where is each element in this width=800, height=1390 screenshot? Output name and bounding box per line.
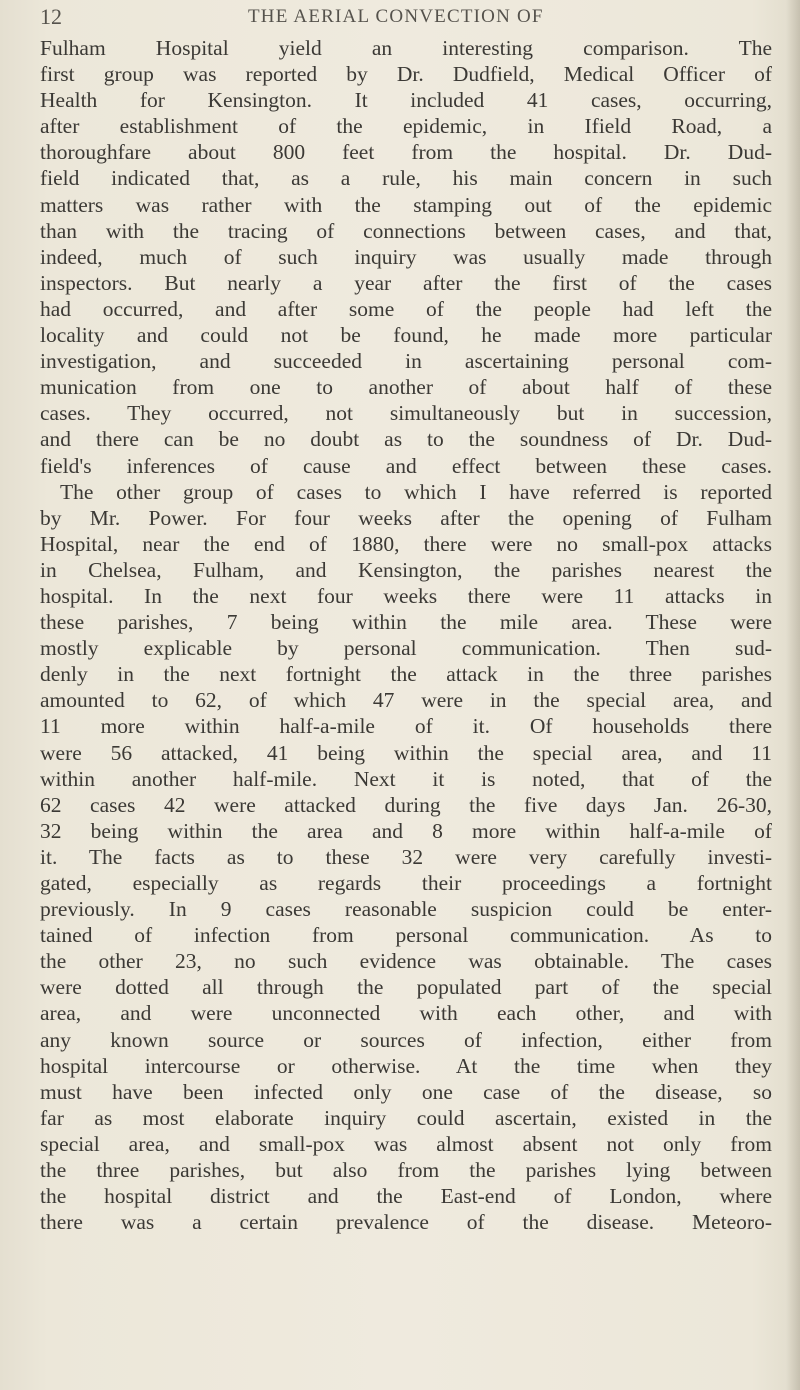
text-line: hospital. In the next four weeks there were 11 attacks in	[40, 583, 772, 608]
text-line: the three parishes, but also from the parishes lying between	[40, 1158, 772, 1183]
text-line: any known source or sources of infection, either from	[40, 1027, 772, 1052]
text-line: first group was reported by Dr. Dudfield, Medical Officer of	[40, 62, 772, 87]
text-line: field's inferences of cause and effect between these cases.	[40, 453, 772, 478]
body-text	[40, 35, 772, 1235]
text-line: locality and could not be found, he made more particular	[40, 323, 772, 348]
running-head	[40, 4, 780, 36]
text-line: were dotted all through the populated part of the special	[40, 975, 772, 1000]
text-line: investigation, and succeeded in ascertaining personal com-	[40, 349, 772, 374]
text-line: thoroughfare about 800 feet from the hospital. Dr. Dud-	[40, 140, 772, 165]
text-line: The other group of cases to which I have referred is reported	[60, 479, 772, 504]
text-line: within another half-mile. Next it is noted, that of the	[40, 766, 772, 791]
text-line: tained of infection from personal communication. As to	[40, 923, 772, 948]
text-line: denly in the next fortnight the attack in the three parishes	[40, 662, 772, 687]
running-title: THE AERIAL CONVECTION OF	[248, 6, 544, 27]
page-edge-shadow	[786, 0, 800, 1390]
text-line: gated, especially as regards their proceedings a fortnight	[40, 871, 772, 895]
text-line: than with the tracing of connections between cases, and that,	[40, 218, 772, 243]
text-line: by Mr. Power. For four weeks after the opening of Fulham	[40, 505, 772, 530]
text-line: these parishes, 7 being within the mile area. These were	[40, 610, 772, 635]
text-line: Hospital, near the end of 1880, there were no small-pox attacks	[40, 531, 772, 556]
text-line: munication from one to another of about half of these	[40, 375, 772, 400]
text-line: field indicated that, as a rule, his main concern in such	[40, 166, 772, 191]
text-line: Health for Kensington. It included 41 cases, occurring,	[40, 88, 772, 113]
text-line: far as most elaborate inquiry could ascertain, existed in the	[40, 1105, 772, 1130]
text-line: special area, and small-pox was almost absent not only from	[40, 1131, 772, 1156]
text-line: the hospital district and the East-end of London, where	[40, 1184, 772, 1209]
text-line: 62 cases 42 were attacked during the five days Jan. 26-30,	[40, 792, 772, 817]
text-line: previously. In 9 cases reasonable suspicion could be enter-	[40, 897, 772, 922]
text-line: amounted to 62, of which 47 were in the special area, and	[40, 688, 772, 713]
text-line: must have been infected only one case of the disease, so	[40, 1079, 772, 1104]
text-line: mostly explicable by personal communication. Then sud-	[40, 636, 772, 661]
text-line: had occurred, and after some of the people had left the	[40, 296, 772, 321]
text-line: hospital intercourse or otherwise. At the time when they	[40, 1053, 772, 1078]
text-line: in Chelsea, Fulham, and Kensington, the parishes nearest the	[40, 557, 772, 582]
text-line: indeed, much of such inquiry was usually made through	[40, 244, 772, 269]
text-line: 32 being within the area and 8 more within half-a-mile of	[40, 818, 772, 843]
text-line: the other 23, no such evidence was obtainable. The cases	[40, 949, 772, 974]
text-line: inspectors. But nearly a year after the first of the cases	[40, 270, 772, 295]
text-line: it. The facts as to these 32 were very carefully investi-	[40, 844, 772, 869]
text-line: cases. They occurred, not simultaneously but in succession,	[40, 401, 772, 426]
text-line: area, and were unconnected with each other, and with	[40, 1001, 772, 1026]
text-line: matters was rather with the stamping out of the epidemic	[40, 192, 772, 217]
text-line: Fulham Hospital yield an interesting comparison. The	[40, 36, 772, 60]
text-line: there was a certain prevalence of the disease. Meteoro-	[40, 1210, 772, 1235]
text-line: 11 more within half-a-mile of it. Of households there	[40, 714, 772, 739]
page-number: 12	[40, 4, 62, 29]
text-line: after establishment of the epidemic, in Ifield Road, a	[40, 114, 772, 139]
text-line: and there can be no doubt as to the soundness of Dr. Dud-	[40, 427, 772, 452]
text-line: were 56 attacked, 41 being within the special area, and 11	[40, 740, 772, 765]
